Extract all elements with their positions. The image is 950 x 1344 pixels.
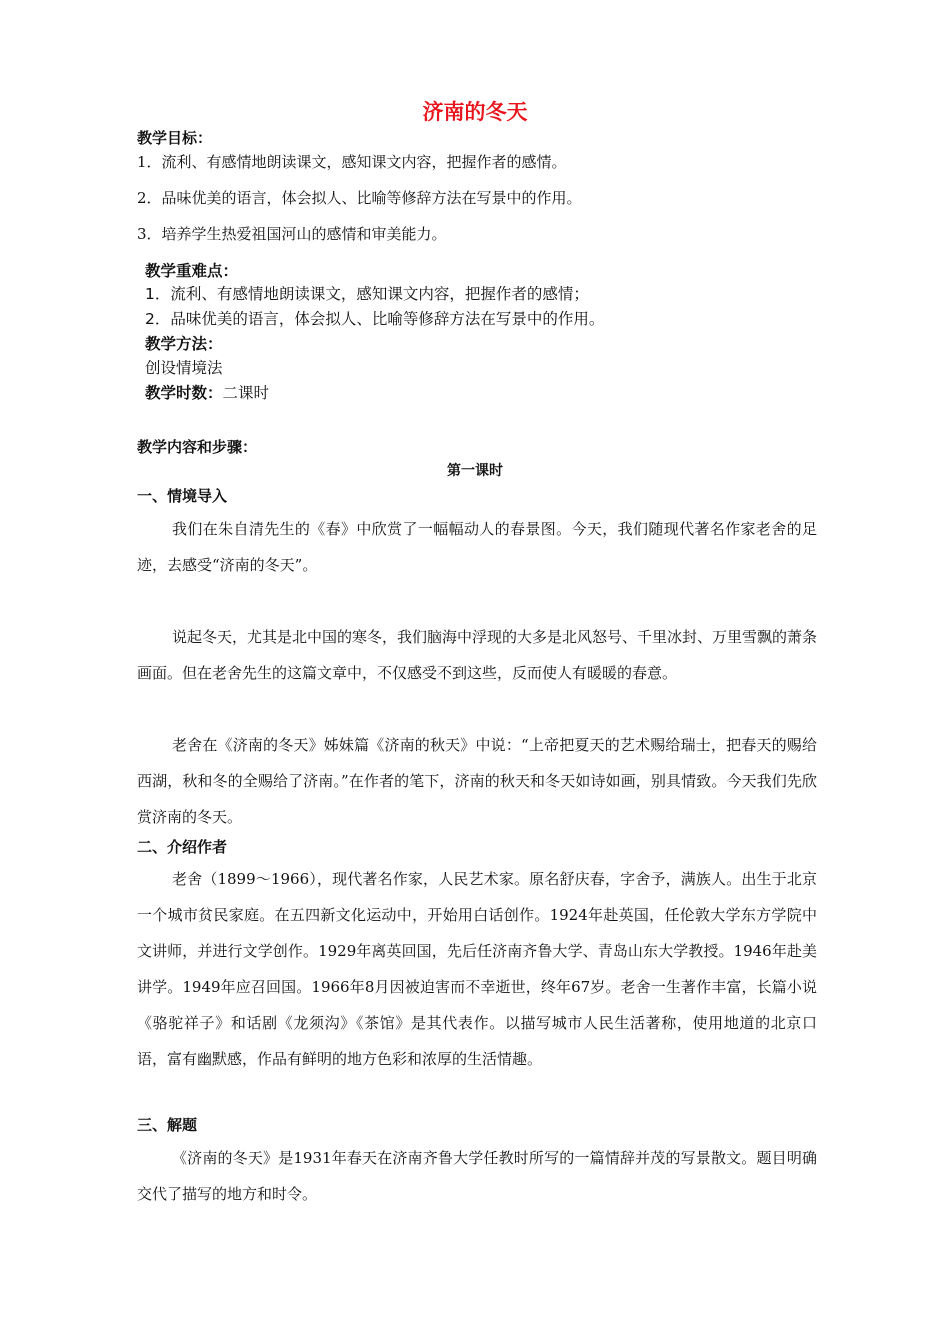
objective-item-1: 1．流利、有感情地朗读课文，感知课文内容，把握作者的感情。 bbox=[137, 153, 567, 171]
section-2-paragraph-1: 老舍（1899～1966），现代著名作家，人民艺术家。原名舒庆春，字舍予，满族人。出生于北京一个城市贫民家庭。在五四新文化运动中，开始用白话创作。1924年赴英国，任伦敦大学东方学院中文讲师，并进行文学创作。1929年离英回国，先后任济南齐鲁大学、青岛山东大学教授。1946年赴美讲学。1949年应召回国。1966年8月因被迫害而不幸逝世，终年67岁。老舍一生著作丰富，长篇小说《骆驼祥子》和话剧《龙须沟》《茶馆》是其代表作。以描写城市人民生活著称，使用地道的北京口语，富有幽默感，作品有鲜明的地方色彩和浓厚的生活情趣。 bbox=[137, 870, 817, 1068]
section-heading-3: 三、解题 bbox=[137, 1116, 198, 1134]
lesson-title: 第一课时 bbox=[447, 463, 503, 479]
section-3-paragraph-1: 《济南的冬天》是1931年春天在济南齐鲁大学任教时所写的一篇情辞并茂的写景散文。题目明确交代了描写的地方和时令。 bbox=[137, 1149, 817, 1203]
objectives-heading: 教学目标： bbox=[137, 129, 213, 147]
document-title: 济南的冬天 bbox=[422, 100, 528, 124]
section-1-paragraph-2: 说起冬天，尤其是北中国的寒冬，我们脑海中浮现的大多是北风怒号、千里冰封、万里雪飘的萧条画面。但在老舍先生的这篇文章中，不仅感受不到这些，反而使人有暖暖的春意。 bbox=[137, 628, 818, 682]
hours-heading: 教学时数： bbox=[145, 384, 223, 402]
objective-item-2: 2．品味优美的语言，体会拟人、比喻等修辞方法在写景中的作用。 bbox=[137, 189, 582, 207]
section-heading-1: 一、情境导入 bbox=[137, 487, 228, 505]
key-points-heading: 教学重难点： bbox=[145, 262, 239, 280]
method-heading: 教学方法： bbox=[145, 335, 223, 353]
key-point-item-1: 1．流利、有感情地朗读课文，感知课文内容，把握作者的感情； bbox=[145, 285, 589, 303]
section-heading-2: 二、介绍作者 bbox=[137, 838, 228, 856]
hours-value: 二课时 bbox=[222, 384, 270, 402]
objective-item-3: 3．培养学生热爱祖国河山的感情和审美能力。 bbox=[137, 225, 447, 243]
key-point-item-2: 2．品味优美的语言，体会拟人、比喻等修辞方法在写景中的作用。 bbox=[145, 310, 605, 328]
hours-line bbox=[145, 383, 269, 403]
section-1-paragraph-3: 老舍在《济南的冬天》姊妹篇《济南的秋天》中说：“上帝把夏天的艺术赐给瑞士，把春天的赐给西湖，秋和冬的全赐给了济南。”在作者的笔下，济南的秋天和冬天如诗如画，别具情致。今天我们先欣赏济南的冬天。 bbox=[137, 736, 817, 826]
method-value: 创设情境法 bbox=[145, 359, 223, 377]
section-1-paragraph-1: 我们在朱自清先生的《春》中欣赏了一幅幅动人的春景图。今天，我们随现代著名作家老舍的足迹，去感受“济南的冬天”。 bbox=[137, 520, 817, 574]
content-heading: 教学内容和步骤： bbox=[137, 438, 258, 456]
